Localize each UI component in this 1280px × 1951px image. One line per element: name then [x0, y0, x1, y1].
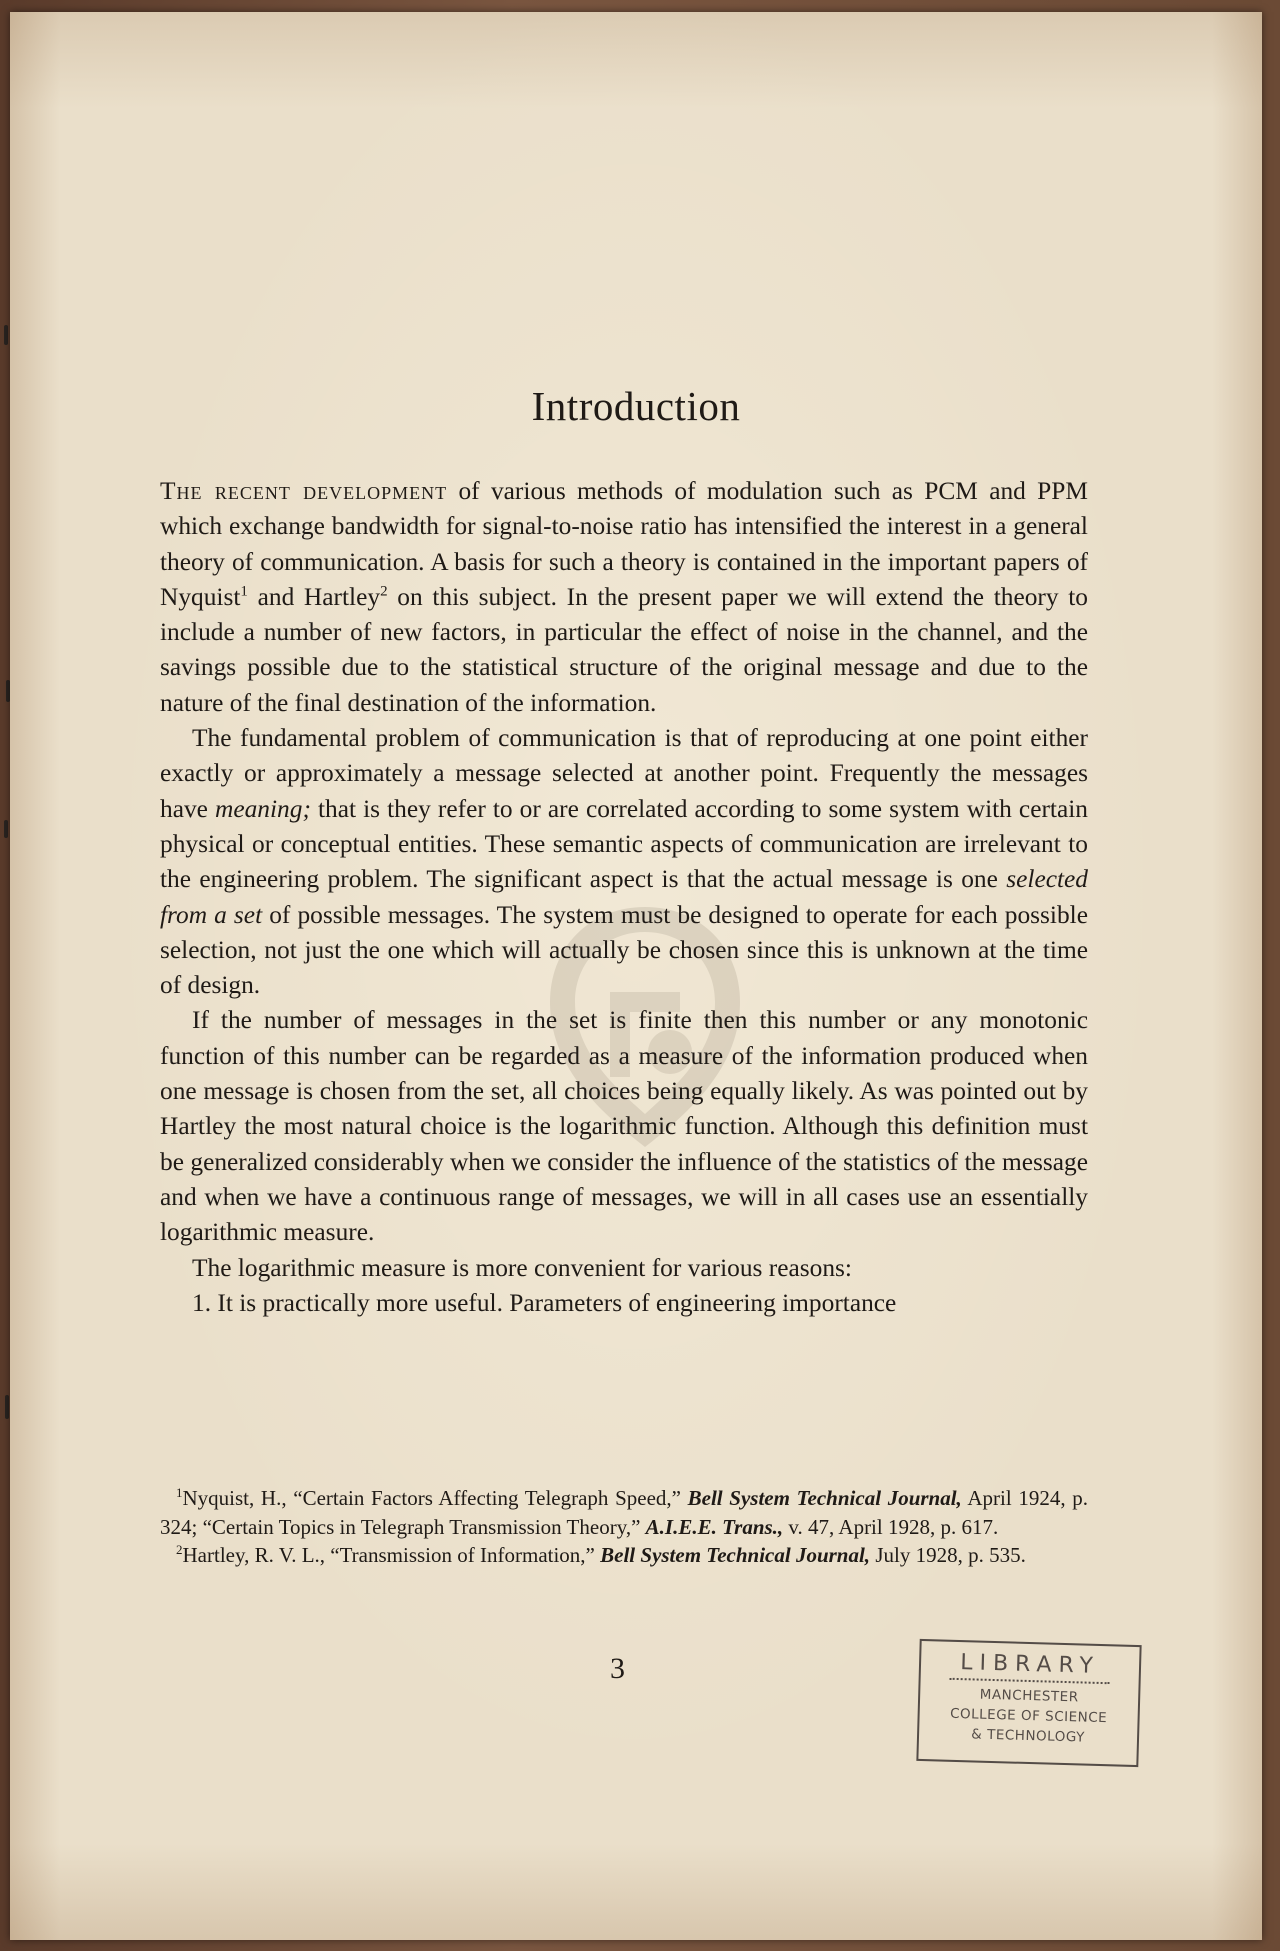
stamp-line-1: MANCHESTER: [979, 1686, 1079, 1706]
paragraph-1-text-a: of various methods of modulation such as PCM and PPM which exchange bandwidth for signal-to-noise ratio has intensified the interest in a general theory of communication. A basis for such a theory is contained in the important papers of Nyquist: [160, 477, 1089, 611]
paragraph-2: [160, 721, 1088, 1003]
binding-mark: [4, 325, 8, 345]
binding-mark: [4, 820, 8, 838]
footnote-marker-1: 1: [240, 583, 248, 600]
paragraph-1: [160, 474, 1088, 721]
footnote-2: [160, 1541, 1088, 1570]
paragraph-2-text-a: The fundamental problem of communication is that of reproducing at one point either exactly or approximately a message selected at another point. Frequently the messages have: [160, 724, 1088, 823]
paragraph-2-text-c: of possible messages. The system must be designed to operate for each possible selection, not just the one which will actually be chosen since this is unknown at the time of design.: [160, 900, 1088, 1000]
footnotes: [160, 1484, 1088, 1570]
stamp-title: LIBRARY: [959, 1650, 1101, 1679]
footnote-2-text-c: July 1928, p. 535.: [870, 1543, 1026, 1567]
paragraph-1-text-b: and Hartley: [247, 582, 381, 611]
footnote-marker-2: 2: [380, 583, 388, 600]
list-item-1: 1. It is practically more useful. Parameters of engineering importance: [192, 1288, 897, 1317]
footnote-1-text-c: April 1924, p. 324; “Certain Topics in Telegraph Transmission Theory,”: [160, 1486, 1088, 1539]
paragraph-2-text-b: that is they refer to or are correlated according to some system with certain physical or conceptual entities. These semantic aspects of communication are irrelevant to the engineering problem. The significant aspect is that the actual message is one: [160, 794, 1089, 894]
footnote-2-text-a: Hartley, R. V. L., “Transmission of Information,”: [182, 1543, 601, 1567]
footnote-1: [160, 1484, 1088, 1541]
footnote-1-text-a: Nyquist, H., “Certain Factors Affecting Telegraph Speed,”: [182, 1486, 688, 1510]
page-title: Introduction: [531, 383, 741, 429]
footnote-1-marker: 1: [176, 1485, 183, 1500]
library-stamp: [916, 1639, 1141, 1767]
lead-small-caps: The recent development: [160, 477, 448, 505]
book-page: [10, 12, 1262, 1940]
stamp-divider: [950, 1678, 1110, 1684]
footnote-1-journal: Bell System Technical Journal,: [687, 1486, 962, 1510]
page-number: 3: [610, 1652, 625, 1685]
body-text: [160, 474, 1088, 1321]
binding-mark: [5, 1395, 9, 1419]
footnote-1-text-e: v. 47, April 1928, p. 617.: [783, 1514, 999, 1539]
footnote-2-marker: 2: [176, 1542, 183, 1557]
emphasis-meaning: meaning;: [215, 794, 311, 823]
stamp-line-3: & TECHNOLOGY: [971, 1726, 1086, 1746]
footnote-2-journal: Bell System Technical Journal,: [600, 1543, 871, 1567]
paragraph-4: The logarithmic measure is more convenient for various reasons:: [192, 1253, 852, 1282]
paragraph-1-text-c: on this subject. In the present paper we will extend the theory to include a number of new factors, in particular the effect of noise in the channel, and the savings possible due to the statistical structure of the original message and due to the nature of the final destination of the information.: [160, 582, 1088, 717]
emphasis-selected-from-a-set: selected from a set: [160, 865, 1088, 929]
stamp-line-2: COLLEGE OF SCIENCE: [949, 1705, 1108, 1727]
footnote-1-transactions: A.I.E.E. Trans.,: [645, 1514, 784, 1539]
paragraph-3: If the number of messages in the set is finite then this number or any monotonic function of this number can be regarded as a measure of the information produced when one message is chosen from the set, all choices being equally likely. As was pointed out by Hartley the most natural choice is the logarithmic function. Although this definition must be generalized considerably when we consider the influence of the statistics of the message and when we have a continuous range of messages, we will in all cases use an essentially logarithmic measure.: [160, 1006, 1088, 1247]
